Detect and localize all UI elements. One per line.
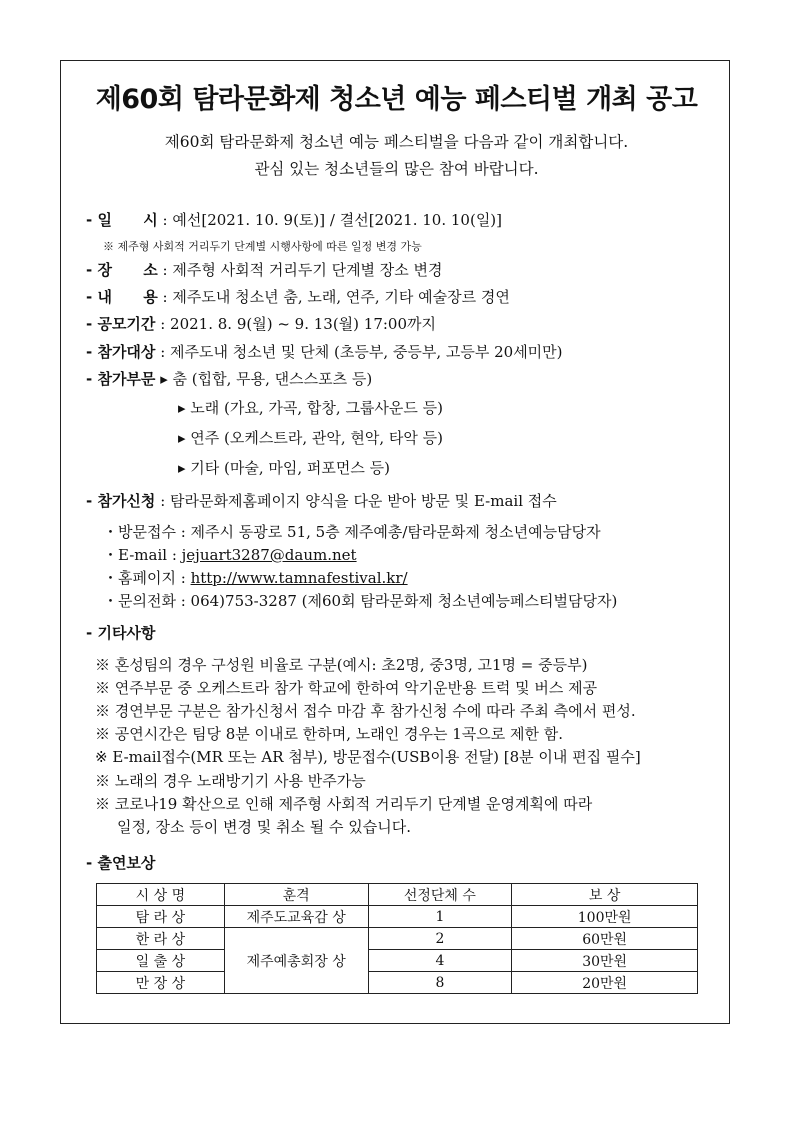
award-rank: 제주도교육감 상: [224, 906, 368, 928]
misc-item: 일정, 장소 등이 변경 및 취소 될 수 있습니다.: [117, 818, 412, 836]
application-label: - 참가신청: [86, 492, 156, 510]
misc-label: - 기타사항: [86, 624, 156, 642]
place-row: [86, 260, 443, 280]
content-label: - 내 용: [86, 288, 158, 306]
place-label: - 장 소: [86, 261, 158, 279]
awards-table: [96, 883, 698, 994]
schedule-label: - 일 시: [86, 211, 158, 229]
homepage-link[interactable]: http://www.tamnafestival.kr/: [190, 569, 408, 587]
phone-info: ・문의전화 : 064)753-3287 (제60회 탐라문화제 청소년예능페스티벌담당자): [103, 592, 618, 610]
header-award-name: 시 상 명: [97, 884, 225, 906]
page-title: 제60회 탐라문화제 청소년 예능 페스티벌 개최 공고: [95, 84, 698, 115]
category-item: ▸ 노래 (가요, 가곡, 합창, 그룹사운드 등): [178, 399, 444, 417]
table-header-row: [97, 884, 698, 906]
email-prefix: ・E-mail :: [103, 546, 182, 564]
award-prize: 60만원: [512, 928, 698, 950]
schedule-row: [86, 210, 502, 230]
table-row: [97, 928, 698, 950]
misc-item: ※ E-mail접수(MR 또는 AR 첨부), 방문접수(USB이용 전달) [8분 이내 편집 필수]: [95, 748, 641, 766]
header-count: 선정단체 수: [368, 884, 512, 906]
award-name: 탐 라 상: [97, 906, 225, 928]
misc-item: ※ 연주부문 중 오케스트라 참가 학교에 한하여 악기운반용 트럭 및 버스 제공: [95, 679, 598, 697]
award-count: 8: [368, 972, 512, 994]
period-label: - 공모기간: [86, 315, 156, 333]
header-rank: 훈격: [224, 884, 368, 906]
homepage-prefix: ・홈페이지 :: [103, 569, 191, 587]
award-count: 1: [368, 906, 512, 928]
award-prize: 100만원: [512, 906, 698, 928]
schedule-value: : 예선[2021. 10. 9(토)] / 결선[2021. 10. 10(일)]: [162, 211, 503, 229]
award-count: 2: [368, 928, 512, 950]
misc-item: ※ 혼성팀의 경우 구성원 비율로 구분(예시: 초2명, 중3명, 고1명 = 중등부): [95, 656, 588, 674]
notice-frame: [60, 60, 730, 1024]
place-value: : 제주형 사회적 거리두기 단계별 장소 변경: [162, 261, 443, 279]
application-row: [86, 491, 557, 511]
table-row: [97, 972, 698, 994]
table-row: [97, 950, 698, 972]
header-prize: 보 상: [512, 884, 698, 906]
misc-item: ※ 경연부문 구분은 참가신청서 접수 마감 후 참가신청 수에 따라 주최 측에서 편성.: [95, 702, 636, 720]
misc-item: ※ 노래의 경우 노래방기기 사용 반주가능: [95, 772, 366, 790]
awards-label: - 출연보상: [86, 854, 156, 872]
categories-label: - 참가부문: [86, 370, 156, 388]
period-row: [86, 314, 436, 334]
intro-line-1: 제60회 탐라문화제 청소년 예능 페스티벌을 다음과 같이 개최합니다.: [164, 133, 629, 151]
target-row: [86, 342, 563, 362]
award-count: 4: [368, 950, 512, 972]
award-name: 한 라 상: [97, 928, 225, 950]
homepage-info: [103, 568, 408, 588]
award-prize: 20만원: [512, 972, 698, 994]
email-info: [103, 545, 357, 565]
category-item: ▸ 춤 (힙합, 무용, 댄스스포츠 등): [160, 370, 373, 388]
award-name: 일 출 상: [97, 950, 225, 972]
categories-row: [86, 369, 372, 389]
content-row: [86, 287, 510, 307]
schedule-note: ※ 제주형 사회적 거리두기 단계별 시행사항에 따른 일정 변경 가능: [103, 240, 422, 253]
category-item: ▸ 기타 (마술, 마임, 퍼포먼스 등): [178, 459, 391, 477]
category-item: ▸ 연주 (오케스트라, 관악, 현악, 타악 등): [178, 429, 444, 447]
award-name: 만 장 상: [97, 972, 225, 994]
target-label: - 참가대상: [86, 343, 156, 361]
table-row: [97, 906, 698, 928]
application-value: : 탐라문화제홈페이지 양식을 다운 받아 방문 및 E-mail 접수: [160, 492, 557, 510]
target-value: : 제주도내 청소년 및 단체 (초등부, 중등부, 고등부 20세미만): [160, 343, 563, 361]
content-value: : 제주도내 청소년 춤, 노래, 연주, 기타 예술장르 경연: [162, 288, 510, 306]
visit-info: ・방문접수 : 제주시 동광로 51, 5층 제주예총/탐라문화제 청소년예능담당자: [103, 523, 601, 541]
misc-item: ※ 공연시간은 팀당 8분 이내로 한하며, 노래인 경우는 1곡으로 제한 함.: [95, 725, 564, 743]
award-prize: 30만원: [512, 950, 698, 972]
intro-line-2: 관심 있는 청소년들의 많은 참여 바랍니다.: [254, 160, 539, 178]
period-value: : 2021. 8. 9(월) ~ 9. 13(월) 17:00까지: [160, 315, 436, 333]
email-link[interactable]: jejuart3287@daum.net: [181, 546, 357, 564]
misc-item: ※ 코로나19 확산으로 인해 제주형 사회적 거리두기 단계별 운영계획에 따라: [95, 795, 593, 813]
award-rank: 제주예총회장 상: [224, 928, 368, 994]
